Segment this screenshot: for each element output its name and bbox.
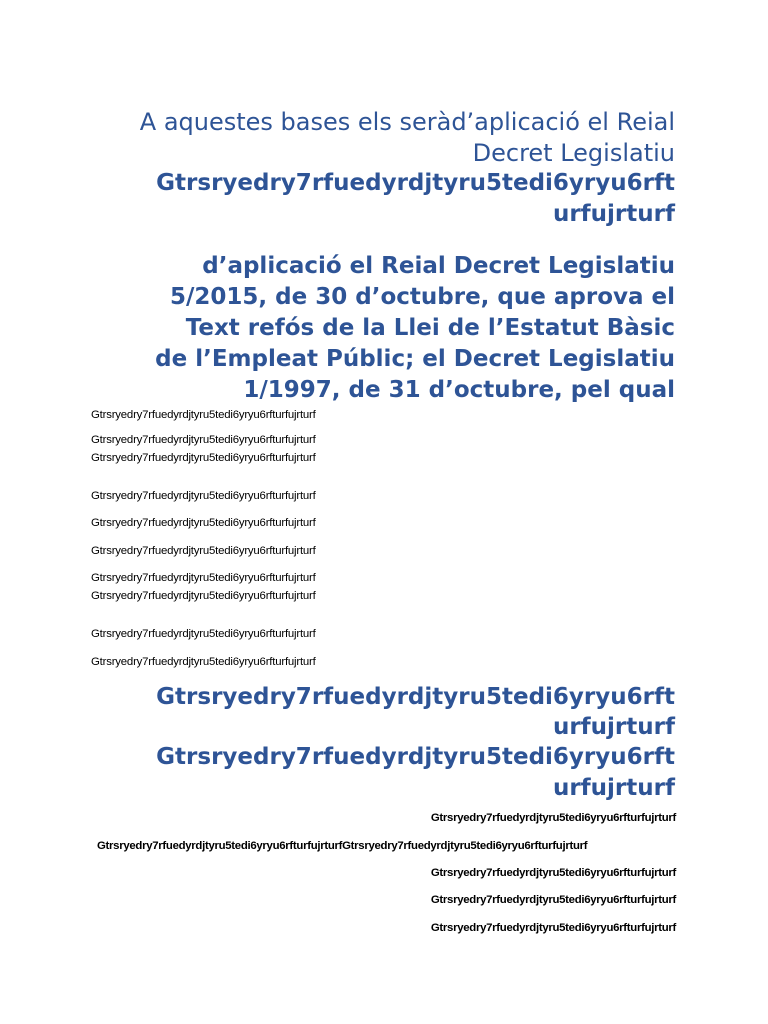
body-line: Gtrsryedry7rfuedyrdjtyru5tedi6yryu6rfturfujrturf	[91, 434, 316, 446]
intro-heading-line-1: A aquestes bases els seràd’aplicació el Reial	[139, 108, 675, 136]
body-line: Gtrsryedry7rfuedyrdjtyru5tedi6yryu6rfturfujrturf	[91, 490, 316, 502]
bold-line: Gtrsryedry7rfuedyrdjtyru5tedi6yryu6rfturfujrturf	[430, 922, 676, 934]
body-line: Gtrsryedry7rfuedyrdjtyru5tedi6yryu6rfturfujrturf	[91, 452, 316, 464]
law-heading-line-1: d’aplicació el Reial Decret Legislatiu	[202, 253, 675, 279]
code-heading-2-line-2: urfujrturf	[552, 714, 675, 740]
law-heading-line-5: 1/1997, de 31 d’octubre, pel qual	[243, 377, 675, 403]
body-line: Gtrsryedry7rfuedyrdjtyru5tedi6yryu6rfturfujrturf	[91, 590, 316, 602]
code-heading-1-line-1: Gtrsryedry7rfuedyrdjtyru5tedi6yryu6rft	[156, 170, 675, 196]
body-line: Gtrsryedry7rfuedyrdjtyru5tedi6yryu6rfturfujrturf	[91, 656, 316, 668]
bold-line: Gtrsryedry7rfuedyrdjtyru5tedi6yryu6rfturfujrturf	[430, 867, 676, 879]
law-heading-line-2: 5/2015, de 30 d’octubre, que aprova el	[170, 284, 675, 310]
law-heading-line-4: de l’Empleat Públic; el Decret Legislatiu	[155, 346, 675, 372]
code-heading-3-line-2: urfujrturf	[552, 775, 675, 801]
code-heading-2-line-1: Gtrsryedry7rfuedyrdjtyru5tedi6yryu6rft	[156, 684, 675, 710]
bold-line: Gtrsryedry7rfuedyrdjtyru5tedi6yryu6rfturfujrturf	[430, 894, 676, 906]
body-line: Gtrsryedry7rfuedyrdjtyru5tedi6yryu6rfturfujrturf	[91, 628, 316, 640]
body-line: Gtrsryedry7rfuedyrdjtyru5tedi6yryu6rfturfujrturf	[91, 545, 316, 557]
code-heading-3-line-1: Gtrsryedry7rfuedyrdjtyru5tedi6yryu6rft	[156, 744, 675, 770]
law-heading-line-3: Text refós de la Llei de l’Estatut Bàsic	[185, 315, 675, 341]
body-line: Gtrsryedry7rfuedyrdjtyru5tedi6yryu6rfturfujrturf	[91, 517, 316, 529]
bold-line-wide: Gtrsryedry7rfuedyrdjtyru5tedi6yryu6rfturfujrturfGtrsryedry7rfuedyrdjtyru5tedi6yryu6rfturfujrturf	[97, 840, 588, 852]
body-line: Gtrsryedry7rfuedyrdjtyru5tedi6yryu6rfturfujrturf	[91, 409, 316, 421]
body-line: Gtrsryedry7rfuedyrdjtyru5tedi6yryu6rfturfujrturf	[91, 572, 316, 584]
code-heading-1-line-2: urfujrturf	[552, 201, 675, 227]
bold-line: Gtrsryedry7rfuedyrdjtyru5tedi6yryu6rfturfujrturf	[430, 812, 676, 824]
intro-heading-line-2: Decret Legislatiu	[472, 139, 675, 167]
